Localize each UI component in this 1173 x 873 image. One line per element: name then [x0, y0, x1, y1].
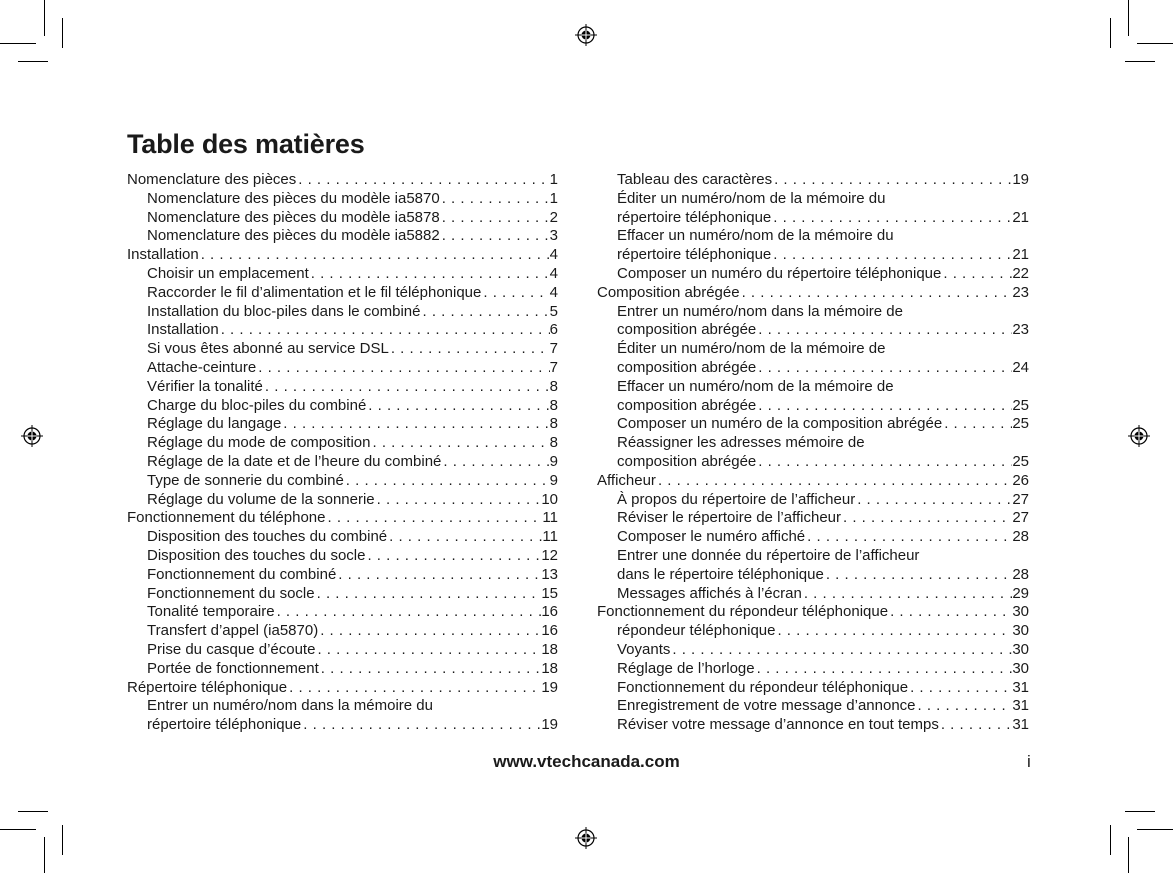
toc-entry-page: 7	[549, 358, 558, 376]
toc-subsection-entry	[597, 378, 1029, 397]
toc-entry-label: Type de sonnerie du combiné	[147, 471, 344, 489]
toc-subsection-entry[interactable]	[127, 284, 558, 303]
dot-leader	[387, 528, 542, 547]
toc-entry-label: Prise du casque d’écoute	[147, 640, 316, 658]
registration-mark-icon	[1128, 425, 1150, 447]
toc-subsection-entry[interactable]	[127, 472, 558, 491]
toc-entry-label: Composer un numéro de la composition abrégée	[617, 415, 943, 433]
dot-leader	[440, 190, 550, 209]
toc-entry-page: 6	[549, 321, 558, 339]
dot-leader	[755, 660, 1013, 679]
toc-entry-label: Raccorder le fil d’alimentation et le fil téléphonique	[147, 283, 482, 301]
toc-entry-label: Répertoire téléphonique	[127, 678, 288, 696]
toc-entry-label: Entrer un numéro/nom dans la mémoire du	[147, 697, 433, 715]
toc-entry-label: Réassigner les adresses mémoire de	[617, 434, 865, 452]
toc-subsection-entry[interactable]	[127, 453, 558, 472]
toc-entry-label: Afficheur	[597, 471, 656, 489]
toc-entry-page: 30	[1012, 640, 1029, 658]
toc-subsection-entry[interactable]	[127, 415, 558, 434]
dot-leader	[366, 397, 549, 416]
toc-entry-label: Fonctionnement du répondeur téléphonique	[597, 603, 889, 621]
crop-mark	[1110, 825, 1111, 855]
toc-entry-label: Portée de fonctionnement	[147, 659, 319, 677]
toc-subsection-entry[interactable]	[597, 641, 1029, 660]
toc-section-entry[interactable]	[597, 284, 1029, 303]
toc-subsection-entry	[127, 697, 558, 716]
toc-entry-page: 19	[1012, 171, 1029, 188]
toc-entry-page: 8	[549, 396, 558, 414]
dot-leader	[824, 566, 1012, 585]
dot-leader	[771, 209, 1012, 228]
toc-entry-label: Charge du bloc-piles du combiné	[147, 396, 367, 414]
crop-mark	[1128, 837, 1129, 873]
toc-entry-label: Enregistrement de votre message d’annonce	[617, 697, 916, 715]
crop-mark	[62, 825, 63, 855]
toc-entry-label: Réviser votre message d’annonce en tout temps	[617, 716, 939, 734]
dot-leader	[941, 265, 1012, 284]
toc-entry-page: 16	[541, 622, 558, 640]
toc-entry-page: 3	[549, 227, 558, 245]
toc-subsection-entry[interactable]	[127, 190, 558, 209]
dot-leader	[287, 679, 541, 698]
toc-entry-page: 25	[1012, 415, 1029, 433]
toc-entry-label: Installation	[127, 246, 199, 264]
toc-subsection-entry[interactable]	[127, 660, 558, 679]
toc-entry-label: Réglage du volume de la sonnerie	[147, 490, 375, 508]
toc-section-entry[interactable]	[597, 603, 1029, 622]
crop-mark	[62, 18, 63, 48]
toc-entry-page: 30	[1012, 622, 1029, 640]
toc-entry-label: Installation	[147, 321, 219, 339]
toc-subsection-entry[interactable]	[127, 641, 558, 660]
toc-subsection-entry[interactable]	[597, 415, 1029, 434]
toc-entry-label: Vérifier la tonalité	[147, 377, 263, 395]
toc-entry-page: 22	[1012, 264, 1029, 282]
dot-leader	[888, 603, 1012, 622]
dot-leader	[756, 321, 1012, 340]
toc-entry-label: Fonctionnement du répondeur téléphonique	[617, 678, 909, 696]
dot-leader	[219, 321, 550, 340]
dot-leader	[670, 641, 1012, 660]
toc-entry-page: 5	[549, 302, 558, 320]
toc-entry-page: 29	[1012, 584, 1029, 602]
toc-entry-page: 8	[549, 415, 558, 433]
registration-mark-icon	[575, 24, 597, 46]
toc-subsection-entry[interactable]	[127, 359, 558, 378]
dot-leader	[942, 415, 1012, 434]
toc-subsection-entry[interactable]	[127, 566, 558, 585]
toc-entry-label: À propos du répertoire de l’afficheur	[617, 490, 856, 508]
crop-mark	[1128, 0, 1129, 36]
toc-entry-page: 2	[549, 208, 558, 226]
toc-entry-page: 19	[541, 716, 558, 734]
dot-leader	[656, 472, 1012, 491]
toc-entry-page: 26	[1012, 471, 1029, 489]
toc-entry-page: 23	[1012, 283, 1029, 301]
dot-leader	[772, 171, 1012, 190]
crop-mark	[1110, 18, 1111, 48]
toc-entry-label: Si vous êtes abonné au service DSL	[147, 340, 389, 358]
toc-entry-label: Entrer un numéro/nom dans la mémoire de	[617, 302, 903, 320]
toc-subsection-entry	[597, 434, 1029, 453]
toc-entry-page: 12	[541, 546, 558, 564]
crop-mark	[1137, 43, 1173, 44]
dot-leader	[841, 509, 1012, 528]
dot-leader	[325, 509, 542, 528]
toc-entry-label: Transfert d’appel (ia5870)	[147, 622, 319, 640]
toc-subsection-entry[interactable]	[597, 265, 1029, 284]
registration-mark-icon	[21, 425, 43, 447]
toc-section-entry[interactable]	[127, 509, 558, 528]
dot-leader	[389, 340, 550, 359]
dot-leader	[756, 453, 1012, 472]
dot-leader	[315, 641, 541, 660]
toc-entry-label: Nomenclature des pièces	[127, 171, 297, 188]
crop-mark	[44, 837, 45, 873]
toc-subsection-entry[interactable]	[127, 528, 558, 547]
dot-leader	[296, 171, 549, 190]
toc-subsection-entry[interactable]	[597, 528, 1029, 547]
dot-leader	[199, 246, 550, 265]
toc-section-entry[interactable]	[127, 171, 558, 190]
dot-leader	[756, 397, 1012, 416]
toc-subsection-entry[interactable]	[127, 716, 558, 735]
toc-entry-page: 11	[542, 509, 558, 527]
toc-subsection-entry[interactable]	[597, 397, 1029, 416]
toc-entry-label: Disposition des touches du socle	[147, 546, 366, 564]
page-title: Table des matières	[127, 129, 365, 159]
toc-subsection-entry	[597, 227, 1029, 246]
toc-entry-label: Installation du bloc-piles dans le combiné	[147, 302, 421, 320]
dot-leader	[370, 434, 549, 453]
toc-section-entry[interactable]	[597, 472, 1029, 491]
dot-leader	[281, 415, 549, 434]
toc-subsection-entry[interactable]	[597, 359, 1029, 378]
toc-entry-label: Effacer un numéro/nom de la mémoire du	[617, 227, 894, 245]
toc-entry-page: 25	[1012, 452, 1029, 470]
toc-entry-label: composition abrégée	[617, 321, 757, 339]
toc-subsection-entry[interactable]	[127, 340, 558, 359]
toc-subsection-entry	[597, 190, 1029, 209]
toc-subsection-entry[interactable]	[597, 491, 1029, 510]
crop-mark	[18, 61, 48, 62]
toc-entry-label: Nomenclature des pièces du modèle ia5882	[147, 227, 440, 245]
dot-leader	[309, 265, 550, 284]
toc-subsection-entry	[597, 547, 1029, 566]
toc-subsection-entry[interactable]	[127, 378, 558, 397]
toc-entry-page: 8	[549, 434, 558, 452]
toc-subsection-entry[interactable]	[127, 491, 558, 510]
toc-subsection-entry[interactable]	[597, 509, 1029, 528]
toc-subsection-entry	[597, 340, 1029, 359]
toc-entry-label: répertoire téléphonique	[617, 208, 772, 226]
toc-subsection-entry[interactable]	[127, 397, 558, 416]
toc-entry-page: 24	[1012, 358, 1029, 376]
toc-subsection-entry[interactable]	[597, 171, 1029, 190]
dot-leader	[939, 716, 1012, 735]
toc-subsection-entry[interactable]	[597, 453, 1029, 472]
toc-entry-page: 15	[541, 584, 558, 602]
toc-subsection-entry	[597, 303, 1029, 322]
toc-entry-label: Disposition des touches du combiné	[147, 528, 388, 546]
toc-entry-page: 28	[1012, 528, 1029, 546]
dot-leader	[421, 303, 550, 322]
toc-entry-label: Éditer un numéro/nom de la mémoire du	[617, 189, 886, 207]
footer-url[interactable]: www.vtechcanada.com	[493, 752, 680, 771]
toc-entry-label: Réglage du mode de composition	[147, 434, 371, 452]
crop-mark	[1125, 811, 1155, 812]
toc-entry-label: Messages affichés à l’écran	[617, 584, 802, 602]
toc-entry-label: répertoire téléphonique	[147, 716, 302, 734]
toc-entry-label: Tableau des caractères	[617, 171, 773, 188]
toc-entry-label: composition abrégée	[617, 452, 757, 470]
toc-subsection-entry[interactable]	[127, 227, 558, 246]
toc-entry-page: 19	[541, 678, 558, 696]
toc-entry-label: Fonctionnement du combiné	[147, 565, 337, 583]
toc-subsection-entry[interactable]	[127, 265, 558, 284]
dot-leader	[775, 622, 1012, 641]
toc-subsection-entry[interactable]	[597, 321, 1029, 340]
toc-section-entry[interactable]	[127, 679, 558, 698]
toc-entry-page: 4	[549, 283, 558, 301]
dot-leader	[740, 284, 1013, 303]
toc-entry-page: 1	[549, 171, 558, 188]
toc-subsection-entry[interactable]	[597, 566, 1029, 585]
toc-entry-page: 13	[541, 565, 558, 583]
toc-entry-label: répertoire téléphonique	[617, 246, 772, 264]
dot-leader	[440, 209, 550, 228]
toc-entry-page: 18	[541, 659, 558, 677]
toc-subsection-entry[interactable]	[597, 679, 1029, 698]
dot-leader	[756, 359, 1012, 378]
dot-leader	[318, 622, 541, 641]
dot-leader	[256, 359, 549, 378]
toc-entry-label: composition abrégée	[617, 396, 757, 414]
toc-entry-page: 1	[549, 189, 558, 207]
toc-subsection-entry[interactable]	[597, 585, 1029, 604]
toc-subsection-entry[interactable]	[127, 434, 558, 453]
toc-subsection-entry[interactable]	[127, 303, 558, 322]
toc-entry-page: 10	[541, 490, 558, 508]
toc-entry-label: Tonalité temporaire	[147, 603, 275, 621]
dot-leader	[336, 566, 541, 585]
toc-entry-page: 9	[549, 471, 558, 489]
dot-leader	[319, 660, 542, 679]
dot-leader	[263, 378, 550, 397]
dot-leader	[908, 679, 1012, 698]
toc-subsection-entry[interactable]	[597, 622, 1029, 641]
toc-entry-label: Réglage du langage	[147, 415, 282, 433]
toc-entry-page: 31	[1012, 716, 1029, 734]
toc-entry-page: 25	[1012, 396, 1029, 414]
toc-entry-page: 27	[1012, 490, 1029, 508]
toc-entry-label: Nomenclature des pièces du modèle ia5878	[147, 208, 440, 226]
crop-mark	[1137, 829, 1173, 830]
dot-leader	[440, 227, 550, 246]
dot-leader	[481, 284, 549, 303]
dot-leader	[375, 491, 542, 510]
toc-entry-label: Nomenclature des pièces du modèle ia5870	[147, 189, 440, 207]
toc-entry-page: 21	[1012, 208, 1029, 226]
dot-leader	[365, 547, 541, 566]
toc-entry-label: composition abrégée	[617, 358, 757, 376]
toc-entry-label: Composer un numéro du répertoire téléphonique	[617, 264, 942, 282]
toc-entry-page: 21	[1012, 246, 1029, 264]
toc-entry-page: 9	[549, 452, 558, 470]
toc-entry-page: 18	[541, 640, 558, 658]
toc-column-right	[597, 171, 1029, 735]
toc-entry-label: Attache-ceinture	[147, 358, 257, 376]
toc-entry-label: Fonctionnement du socle	[147, 584, 315, 602]
toc-entry-page: 31	[1012, 697, 1029, 715]
dot-leader	[315, 585, 542, 604]
toc-subsection-entry[interactable]	[127, 622, 558, 641]
dot-leader	[301, 716, 541, 735]
toc-subsection-entry[interactable]	[597, 716, 1029, 735]
toc-subsection-entry[interactable]	[597, 697, 1029, 716]
toc-entry-page: 7	[549, 340, 558, 358]
toc-entry-label: Voyants	[617, 640, 671, 658]
toc-entry-label: Réglage de la date et de l’heure du combiné	[147, 452, 442, 470]
toc-subsection-entry[interactable]	[127, 585, 558, 604]
toc-entry-label: Entrer une donnée du répertoire de l’afficheur	[617, 546, 920, 564]
toc-entry-label: Effacer un numéro/nom de la mémoire de	[617, 377, 894, 395]
dot-leader	[916, 697, 1013, 716]
toc-entry-page: 11	[542, 528, 558, 546]
toc-entry-page: 31	[1012, 678, 1029, 696]
toc-entry-label: Réviser le répertoire de l’afficheur	[617, 509, 841, 527]
toc-entry-label: Composition abrégée	[597, 283, 740, 301]
toc-entry-label: répondeur téléphonique	[617, 622, 776, 640]
toc-entry-page: 30	[1012, 603, 1029, 621]
toc-subsection-entry[interactable]	[127, 603, 558, 622]
toc-entry-page: 23	[1012, 321, 1029, 339]
crop-mark	[0, 829, 36, 830]
toc-subsection-entry[interactable]	[597, 246, 1029, 265]
toc-entry-label: Fonctionnement du téléphone	[127, 509, 326, 527]
crop-mark	[1125, 61, 1155, 62]
crop-mark	[44, 0, 45, 36]
toc-subsection-entry[interactable]	[127, 321, 558, 340]
toc-entry-page: 4	[549, 246, 558, 264]
toc-entry-page: 8	[549, 377, 558, 395]
toc-subsection-entry[interactable]	[127, 209, 558, 228]
toc-entry-page: 16	[541, 603, 558, 621]
dot-leader	[855, 491, 1012, 510]
dot-leader	[802, 585, 1012, 604]
crop-mark	[18, 811, 48, 812]
toc-subsection-entry[interactable]	[597, 660, 1029, 679]
dot-leader	[771, 246, 1012, 265]
page-number: i	[1027, 752, 1031, 771]
dot-leader	[805, 528, 1012, 547]
crop-mark	[0, 43, 36, 44]
toc-entry-label: Composer le numéro affiché	[617, 528, 806, 546]
toc-entry-label: dans le répertoire téléphonique	[617, 565, 824, 583]
toc-entry-page: 4	[549, 264, 558, 282]
toc-entry-page: 28	[1012, 565, 1029, 583]
toc-entry-label: Choisir un emplacement	[147, 264, 309, 282]
toc-subsection-entry[interactable]	[127, 547, 558, 566]
toc-entry-page: 30	[1012, 659, 1029, 677]
toc-subsection-entry[interactable]	[597, 209, 1029, 228]
toc-entry-label: Réglage de l’horloge	[617, 659, 755, 677]
toc-entry-label: Éditer un numéro/nom de la mémoire de	[617, 340, 886, 358]
registration-mark-icon	[575, 827, 597, 849]
toc-entry-page: 27	[1012, 509, 1029, 527]
toc-section-entry[interactable]	[127, 246, 558, 265]
toc-column-left	[127, 171, 558, 735]
dot-leader	[441, 453, 549, 472]
dot-leader	[344, 472, 550, 491]
dot-leader	[275, 603, 542, 622]
